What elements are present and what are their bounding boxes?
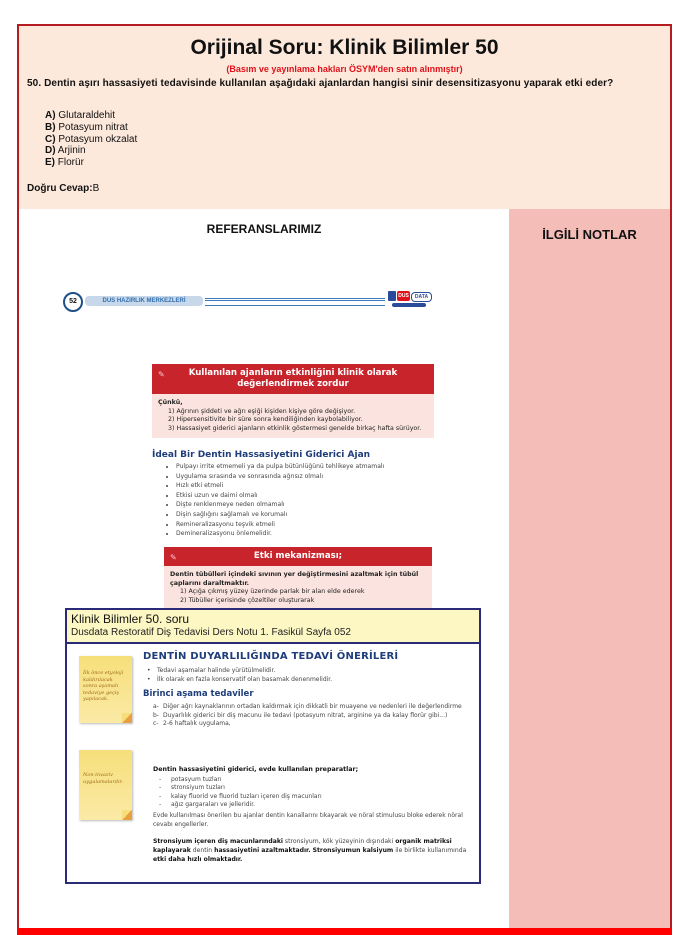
option-text: Arjinin bbox=[57, 145, 86, 157]
step-text: Duyarlılık giderici bir diş macunu ile tedavi (potasyum nitrat, arginine ya da kalay florür gibi...) bbox=[163, 711, 448, 719]
option-b[interactable] bbox=[45, 122, 137, 134]
notes-panel bbox=[509, 209, 670, 930]
home-use-paragraph: Evde kullanılması önerilen bu ajanlar dentin kanallarını tıkayarak ve nöral stimulusu bloke ederek nöral cevabı engellerler. bbox=[153, 812, 463, 828]
ideal-agent-title: İdeal Bir Dentin Hassasiyetini Giderici Ajan bbox=[152, 450, 371, 460]
sticky-note: Non-invaziv uygulamalardır. bbox=[79, 750, 132, 820]
preparations-list bbox=[159, 776, 322, 810]
option-d[interactable] bbox=[45, 145, 137, 157]
list-item: - potasyum tuzları bbox=[159, 776, 322, 784]
list-item bbox=[153, 720, 471, 729]
question-panel bbox=[19, 26, 670, 209]
info-item: 2) Tübüller içerisinde çözeltiler oluşturarak bbox=[180, 596, 315, 604]
option-key: B) bbox=[45, 121, 56, 133]
step-key: a- bbox=[153, 703, 159, 710]
pen-icon: ✎ bbox=[158, 370, 165, 379]
answer-label: Doğru Cevap: bbox=[27, 183, 93, 194]
list-item: • Remineralizasyonu teşvik etmeli bbox=[176, 520, 442, 530]
info-box-body bbox=[164, 566, 432, 610]
text-bold: organik matriksi kaplayarak bbox=[153, 838, 452, 854]
answer-value: B bbox=[92, 183, 100, 194]
option-text: Florür bbox=[57, 157, 84, 169]
references-title: REFERANSLARIMIZ bbox=[206, 222, 322, 236]
text: ile birlikte kullanımında bbox=[393, 847, 467, 854]
option-text: Potasyum nitrat bbox=[58, 121, 128, 133]
reference-subheading: Birinci aşama tedaviler bbox=[143, 689, 254, 699]
logo-part1: DUS bbox=[398, 293, 409, 299]
question-title: Orijinal Soru: Klinik Bilimler 50 bbox=[190, 36, 499, 59]
text: dentin bbox=[190, 847, 215, 854]
strip-label: DUS HAZIRLIK MERKEZLERİ bbox=[85, 296, 203, 306]
logo-underline bbox=[392, 303, 426, 307]
text-bold: hassasiyetini azaltmaktadır. Stronsiyumun kalsiyum bbox=[214, 847, 394, 854]
strontium-paragraph bbox=[153, 837, 473, 864]
step-key: c- bbox=[153, 720, 159, 728]
info-box-intro: Çünkü, bbox=[158, 399, 183, 406]
list-item: • Demineralizasyonu önlemelidir. bbox=[176, 529, 442, 539]
list-item: • Dişin sağlığını sağlamalı ve korumalı bbox=[176, 510, 442, 520]
step-text: Diğer ağrı kaynaklarının ortadan kaldırmak için dikkatli bir muayene ve nedenleri ile değerlendirme bbox=[163, 703, 462, 710]
strip-lines bbox=[205, 298, 385, 306]
option-text: Glutaraldehit bbox=[58, 110, 116, 121]
option-e[interactable] bbox=[45, 157, 137, 169]
info-item: 1) Ağrının şiddeti ve ağrı eşiği kişiden kişiye göre değişiyor. bbox=[168, 407, 356, 415]
list-item bbox=[153, 703, 471, 712]
step-text: 2-6 haftalık uygulama, bbox=[163, 720, 231, 728]
reference-heading: DENTİN DUYARLILIĞINDA TEDAVİ ÖNERİLERİ bbox=[143, 651, 399, 662]
option-a[interactable] bbox=[45, 110, 137, 122]
info-box-title: Etki mekanizması; bbox=[253, 551, 343, 561]
option-key: D) bbox=[45, 145, 56, 157]
reference-content bbox=[67, 644, 479, 882]
list-item: • Uygulama sırasında ve sonrasında ağrısız olmalı bbox=[176, 472, 442, 482]
reference-header bbox=[67, 610, 479, 644]
sticky-note: İlk önce etyoloji kaldırılacak sonra aşamalı tedaviye geçiş yapılacak. bbox=[79, 656, 132, 723]
logo-part2: DATA bbox=[411, 292, 432, 302]
list-item: • Dişte renklenmeye neden olmamalı bbox=[176, 500, 442, 510]
info-box-body bbox=[152, 394, 434, 438]
option-key: A) bbox=[45, 110, 56, 121]
info-item: 3) Hassasiyet giderici ajanların etkinlik göstermesi genelde birkaç hafta sürüyor. bbox=[168, 424, 422, 432]
option-key: C) bbox=[45, 133, 56, 145]
list-item: - stronsiyum tuzları bbox=[159, 784, 322, 792]
reference-box bbox=[65, 608, 481, 884]
rights-notice: (Basım ve yayınlama hakları ÖSYM'den satın alınmıştır) bbox=[226, 64, 463, 74]
info-box-title: Kullanılan ajanların etkinliğini klinik olarak değerlendirmek zordur bbox=[188, 368, 398, 389]
info-box-header bbox=[164, 547, 432, 566]
option-c[interactable] bbox=[45, 134, 137, 146]
text: stronsiyum, kök yüzeyinin dışındaki bbox=[282, 838, 396, 845]
list-item: • Pulpayı irrite etmemeli ya da pulpa bütünlüğünü tehlikeye atmamalı bbox=[176, 462, 442, 472]
list-item: • Hızlı etki etmeli bbox=[176, 481, 442, 491]
option-key: E) bbox=[45, 157, 55, 169]
notes-title: İLGİLİ NOTLAR bbox=[542, 227, 637, 242]
ideal-agent-section bbox=[152, 450, 442, 539]
ideal-agent-list bbox=[152, 462, 442, 539]
list-item: • İlk olarak en fazla konservatif olan basamak denenmelidir. bbox=[143, 675, 332, 684]
bottom-bar bbox=[17, 928, 672, 935]
answer-options bbox=[45, 110, 137, 169]
tooth-icon bbox=[388, 291, 396, 301]
preparations-title: Dentin hassasiyetini giderici, evde kullanılan preparatlar; bbox=[153, 766, 359, 773]
correct-answer bbox=[27, 183, 99, 194]
pen-icon: ✎ bbox=[170, 553, 177, 562]
reference-title: Klinik Bilimler 50. soru bbox=[71, 612, 190, 626]
reference-source: Dusdata Restoratif Diş Tedavisi Ders Notu 1. Fasikül Sayfa 052 bbox=[71, 627, 351, 638]
page-number: 52 bbox=[63, 292, 83, 312]
list-item bbox=[153, 712, 471, 721]
list-item: • Etkisi uzun ve daimi olmalı bbox=[176, 491, 442, 501]
step-key: b- bbox=[153, 711, 159, 719]
info-box-header bbox=[152, 364, 434, 394]
page-frame bbox=[17, 24, 672, 930]
option-text: Potasyum okzalat bbox=[58, 133, 138, 145]
list-item: • Tedavi aşamalar halinde yürütülmelidir. bbox=[143, 666, 332, 675]
treatment-steps bbox=[153, 703, 471, 729]
reference-bullets bbox=[143, 666, 332, 684]
info-item: 1) Açığa çıkmış yüzey üzerinde parlak bir alan elde ederek bbox=[180, 588, 365, 595]
question-text: 50. Dentin aşırı hassasiyeti tedavisinde kullanılan aşağıdaki ajanlardan hangisi sinir desensitizasyonu yaparak etki eder? bbox=[27, 78, 614, 89]
info-box-mechanism bbox=[164, 547, 432, 610]
book-page-header bbox=[63, 291, 433, 311]
list-item: - kalay fluorid ve fluorid tuzları içeren diş macunları bbox=[159, 793, 322, 801]
text-bold: etki daha hızlı olmaktadır. bbox=[153, 856, 243, 863]
dusdata-logo bbox=[388, 291, 432, 309]
info-box-evaluation bbox=[152, 364, 434, 438]
info-box-intro: Dentin tübülleri içindeki sıvının yer değiştirmesini azaltmak için tübül çaplarını daraltmaktır. bbox=[170, 571, 419, 587]
info-item: 2) Hipersensitivite bir süre sonra kendiliğinden kaybolabiliyor. bbox=[168, 416, 363, 423]
text-bold: Stronsiyum içeren diş macunlarındaki bbox=[153, 838, 283, 845]
list-item: - ağız gargaraları ve jelleridir. bbox=[159, 801, 322, 809]
